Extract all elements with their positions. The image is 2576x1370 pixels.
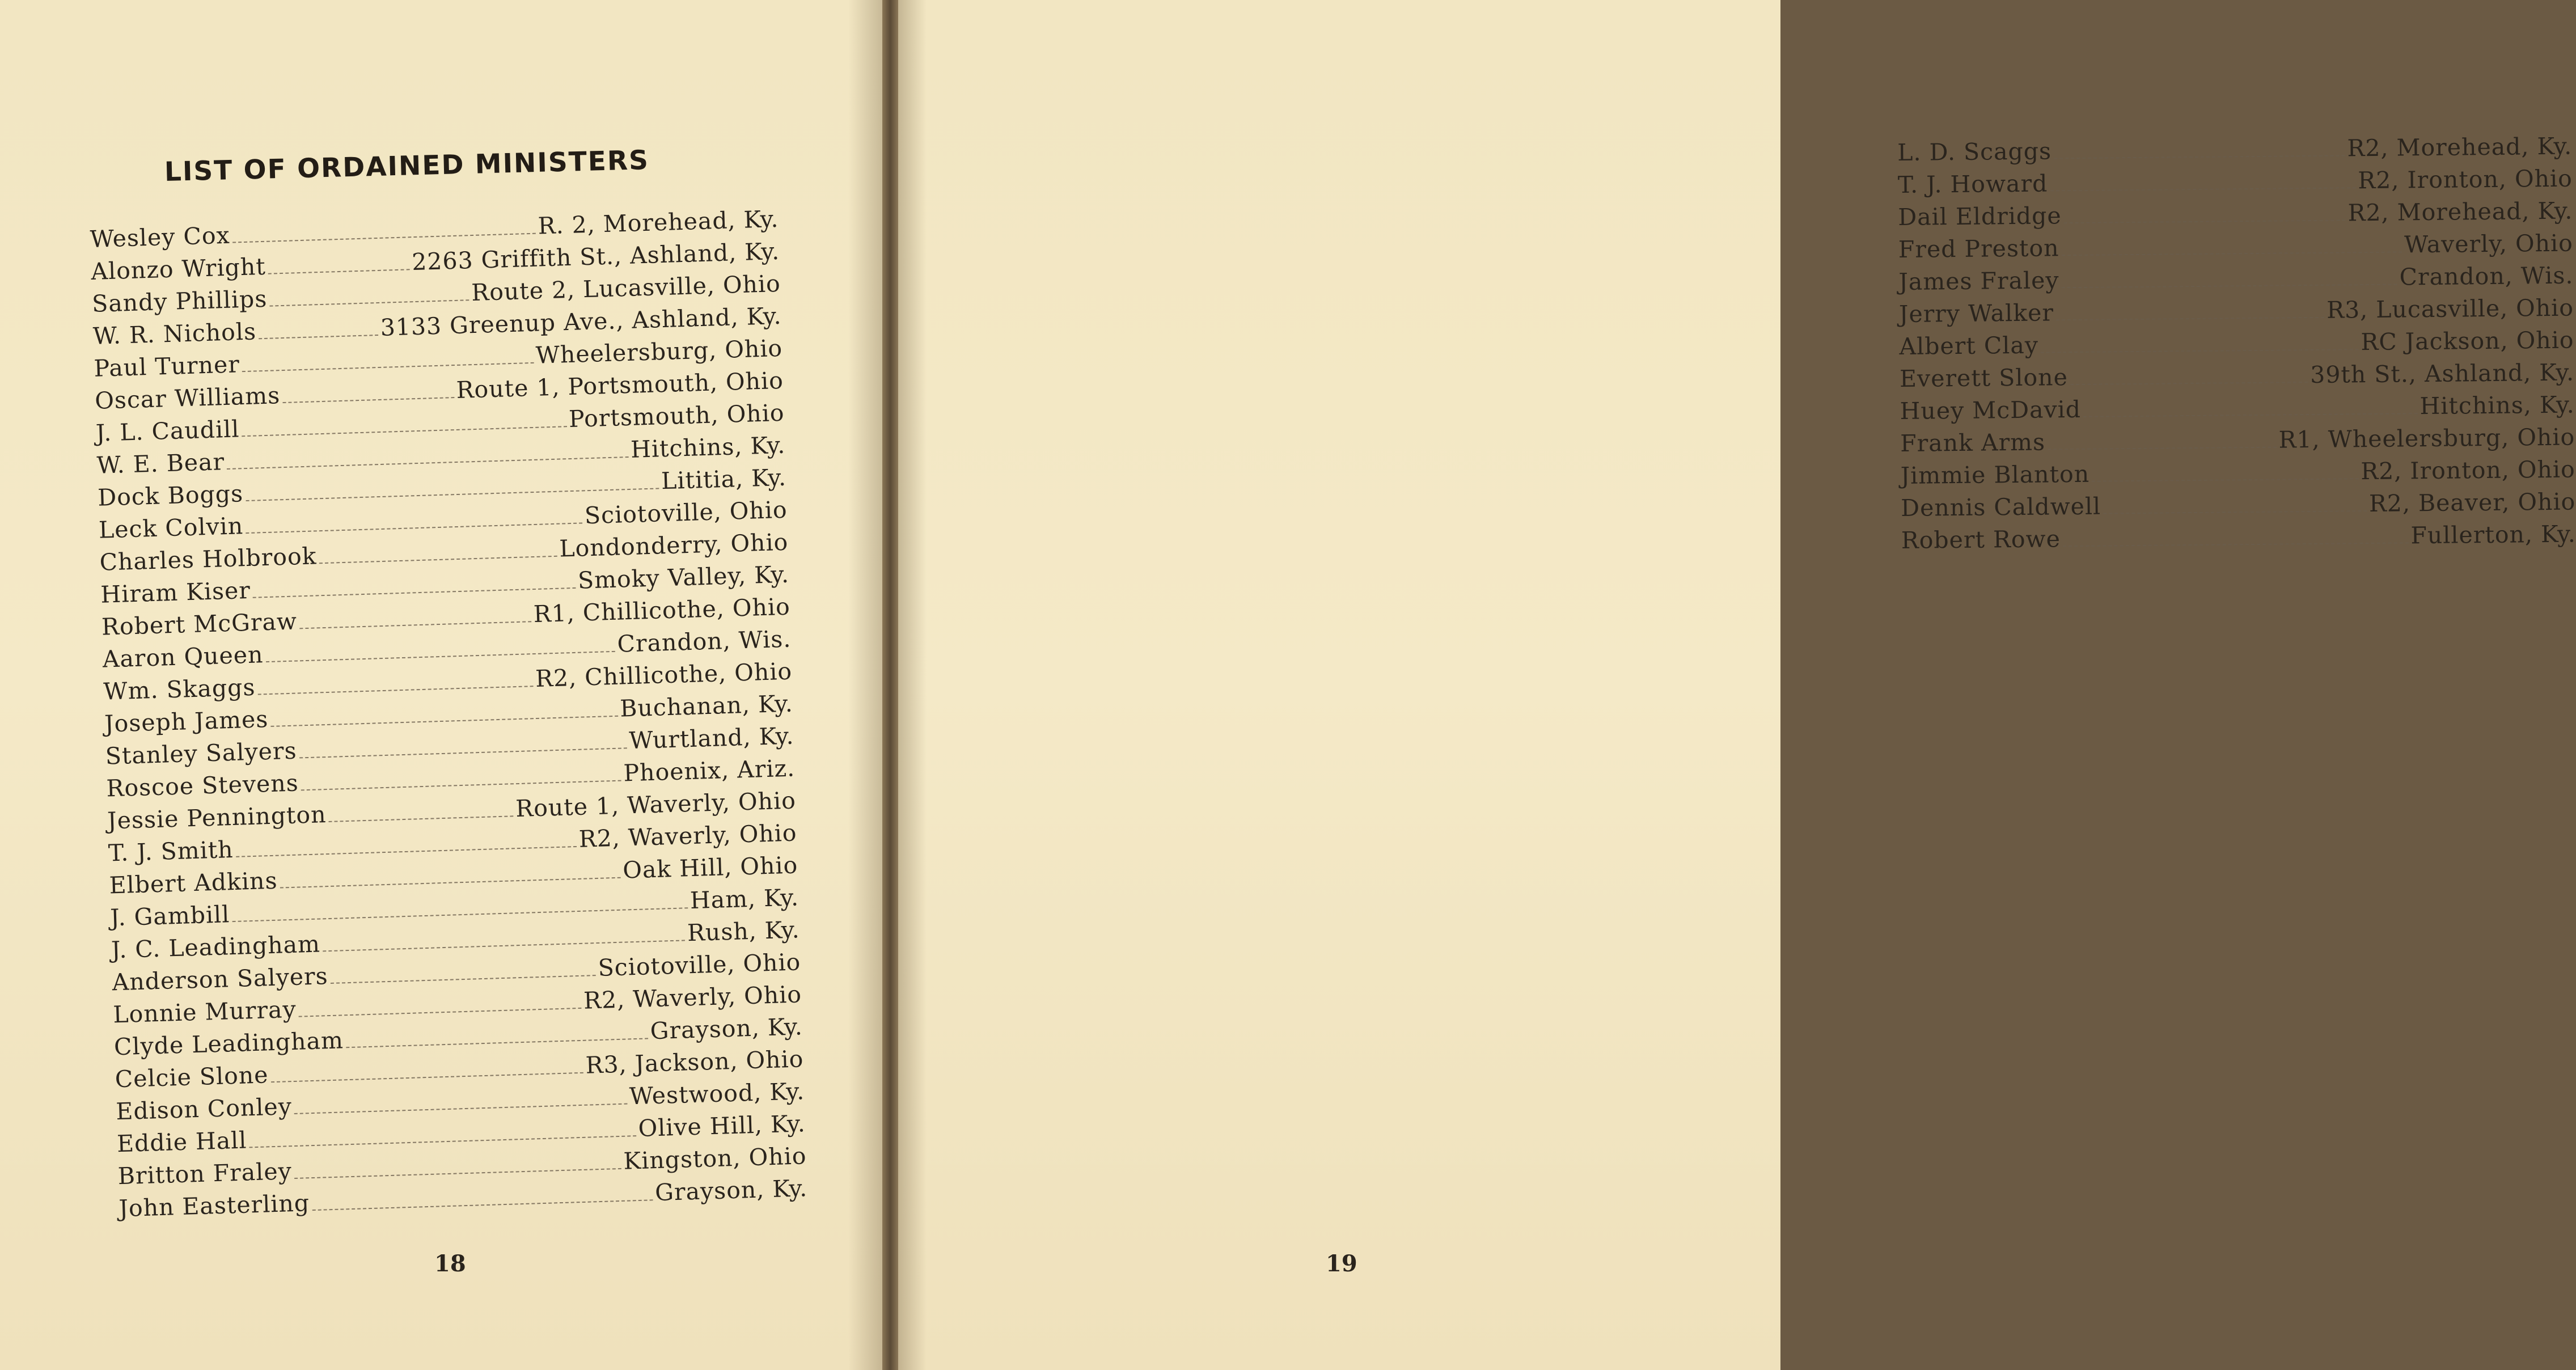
dot-leader <box>299 1007 582 1017</box>
minister-address: R2, Chillicothe, Ohio <box>535 657 793 693</box>
minister-address: Olive Hill, Ky. <box>637 1110 806 1142</box>
minister-address: Crandon, Wis. <box>616 625 792 658</box>
minister-name: Huey McDavid <box>1900 395 2082 425</box>
dot-leader <box>2092 478 2358 482</box>
minister-name: Jessie Pennington <box>107 801 327 835</box>
minister-address: R2, Morehead, Ky. <box>2347 132 2573 162</box>
dot-leader <box>2064 219 2346 223</box>
page-number-right: 19 <box>1326 1250 1357 1277</box>
dot-leader <box>312 1199 653 1211</box>
minister-address: R3, Jackson, Ohio <box>585 1045 804 1079</box>
dot-leader <box>258 686 534 695</box>
minister-name: Elbert Adkins <box>108 866 278 899</box>
minister-address: Portsmouth, Ohio <box>568 399 785 433</box>
minister-name: Robert Rowe <box>1901 525 2061 554</box>
dot-leader <box>242 362 534 371</box>
minister-address: Wurtland, Ky. <box>628 722 795 755</box>
minister-address: Fullerton, Ky. <box>2410 520 2576 549</box>
minister-address: RC Jackson, Ohio <box>2361 326 2574 356</box>
dot-leader <box>299 747 627 758</box>
minister-name: Dail Eldridge <box>1898 202 2062 231</box>
minister-address: Londonderry, Ohio <box>559 528 789 563</box>
dot-leader <box>236 845 577 857</box>
dot-leader <box>331 975 596 984</box>
minister-address: R2, Waverly, Ohio <box>578 819 798 853</box>
minister-name: Celcie Slone <box>115 1061 269 1093</box>
dot-leader <box>294 1103 627 1114</box>
minister-address: R2, Beaver, Ohio <box>2368 488 2576 518</box>
page-title: LIST OF ORDAINED MINISTERS <box>164 145 650 188</box>
minister-address: Crandon, Wis. <box>2399 261 2574 291</box>
dot-leader <box>282 397 454 403</box>
minister-address: R2, Waverly, Ohio <box>583 980 802 1014</box>
minister-name: Oscar Williams <box>94 382 281 415</box>
minister-name: Everett Slone <box>1899 363 2069 392</box>
minister-address: R2, Morehead, Ky. <box>2347 197 2573 227</box>
dot-leader <box>2062 284 2397 288</box>
minister-address: R1, Chillicothe, Ohio <box>533 593 791 628</box>
left-page <box>0 0 882 1370</box>
book-gutter <box>882 0 898 1370</box>
minister-address: R. 2, Morehead, Ky. <box>537 205 780 240</box>
minister-name: Hiram Kiser <box>100 576 251 608</box>
minister-name: J. L. Caudill <box>95 415 240 447</box>
minister-address: Rush, Ky. <box>687 916 801 947</box>
minister-address: Route 1, Waverly, Ohio <box>515 787 797 823</box>
minister-name: Robert McGraw <box>101 607 298 641</box>
dot-leader <box>2050 187 2355 191</box>
dot-leader <box>227 456 628 469</box>
minister-name: Britton Fraley <box>117 1157 293 1190</box>
dot-leader <box>2070 382 2308 385</box>
minister-name: Frank Arms <box>1900 428 2046 457</box>
minister-name: Stanley Salyers <box>105 737 298 770</box>
minister-name: Paul Turner <box>93 350 240 382</box>
dot-leader <box>299 621 531 629</box>
dot-leader <box>249 1135 636 1148</box>
minister-address: Lititia, Ky. <box>661 463 787 495</box>
minister-address: Westwood, Ky. <box>629 1077 805 1110</box>
dot-leader <box>232 232 536 243</box>
minister-address: Wheelersburg, Ohio <box>535 334 783 369</box>
minister-address: Sciotoville, Ohio <box>584 496 788 530</box>
minister-name: Wesley Cox <box>90 221 231 253</box>
minister-name: L. D. Scaggs <box>1897 137 2052 166</box>
minister-address: Grayson, Ky. <box>650 1013 803 1045</box>
dot-leader <box>270 299 469 306</box>
minister-address: R1, Wheelersburg, Ohio <box>2278 423 2575 454</box>
dot-leader <box>2063 542 2409 547</box>
page-number-left: 18 <box>434 1250 466 1277</box>
dot-leader <box>294 1168 621 1178</box>
dot-leader <box>253 587 576 598</box>
minister-address: R3, Lucasville, Ohio <box>2326 294 2574 324</box>
right-page <box>898 0 2576 1370</box>
minister-name: Fred Preston <box>1898 234 2059 263</box>
minister-address: Buchanan, Ky. <box>619 690 794 722</box>
dot-leader <box>280 877 621 888</box>
minister-name: Clyde Leadingham <box>113 1026 344 1061</box>
dot-leader <box>266 650 615 662</box>
minister-name: Jimmie Blanton <box>1900 460 2090 489</box>
dot-leader <box>2103 510 2367 514</box>
minister-address: 39th St., Ashland, Ky. <box>2309 358 2575 389</box>
dot-leader <box>2054 155 2345 159</box>
dot-leader <box>2041 349 2359 353</box>
minister-name: Wm. Skaggs <box>103 673 256 705</box>
minister-entry <box>1901 518 2576 557</box>
minister-address: Hitchins, Ky. <box>2420 391 2575 420</box>
minister-address: Waverly, Ohio <box>2404 229 2574 259</box>
minister-name: W. R. Nichols <box>92 318 257 350</box>
dot-leader <box>2062 251 2402 256</box>
minister-address: R2, Ironton, Ohio <box>2358 164 2573 194</box>
minister-address: R2, Ironton, Ohio <box>2361 455 2575 485</box>
minister-address: Oak Hill, Ohio <box>622 851 798 884</box>
minister-name: Joseph James <box>104 705 269 738</box>
dot-leader <box>323 940 685 952</box>
minister-address: 2263 Griffith St., Ashland, Ky. <box>411 237 780 276</box>
dot-leader <box>271 1072 583 1082</box>
minister-address: Grayson, Ky. <box>654 1174 808 1207</box>
dot-leader <box>2048 446 2277 450</box>
minister-name: Dock Boggs <box>97 480 244 511</box>
dot-leader <box>2056 316 2324 320</box>
minister-name: T. J. Smith <box>108 835 234 867</box>
minister-name: W. E. Bear <box>96 448 225 479</box>
minister-address: Route 1, Portsmouth, Ohio <box>455 366 784 404</box>
minister-name: John Easterling <box>118 1189 310 1223</box>
minister-name: Eddie Hall <box>116 1126 248 1158</box>
minister-address: Sciotoville, Ohio <box>597 948 801 982</box>
minister-name: Aaron Queen <box>102 641 264 673</box>
minister-name: Alonzo Wright <box>90 252 267 285</box>
minister-name: Edison Conley <box>115 1093 293 1126</box>
minister-address: Ham, Ky. <box>690 883 800 915</box>
dot-leader <box>271 715 618 726</box>
dot-leader <box>2083 413 2417 417</box>
minister-name: James Fraley <box>1898 267 2059 295</box>
minister-name: Albert Clay <box>1899 331 2039 360</box>
minister-name: Jerry Walker <box>1898 299 2054 328</box>
minister-name: J. Gambill <box>109 900 230 932</box>
minister-name: Leck Colvin <box>98 512 244 544</box>
minister-address: 3133 Greenup Ave., Ashland, Ky. <box>380 302 782 341</box>
ministers-list-right <box>1897 130 2576 557</box>
dot-leader <box>268 269 410 274</box>
minister-name: Anderson Salyers <box>112 962 329 996</box>
minister-name: Dennis Caldwell <box>1901 492 2101 522</box>
minister-name: Sandy Phillips <box>91 285 268 318</box>
dot-leader <box>246 522 582 534</box>
minister-address: Phoenix, Ariz. <box>623 754 796 787</box>
dot-leader <box>301 780 621 790</box>
dot-leader <box>242 426 567 437</box>
minister-name: Roscoe Stevens <box>105 769 299 802</box>
dot-leader <box>329 815 514 822</box>
minister-name: J. C. Leadingham <box>111 930 321 964</box>
dot-leader <box>346 1038 648 1048</box>
ministers-list-left <box>90 203 808 1225</box>
minister-address: Hitchins, Ky. <box>630 431 786 463</box>
minister-name: T. J. Howard <box>1897 170 2048 198</box>
minister-name: Lonnie Murray <box>112 995 297 1029</box>
minister-address: Route 2, Lucasville, Ohio <box>471 269 781 307</box>
dot-leader <box>259 334 378 339</box>
dot-leader <box>319 555 557 563</box>
minister-address: Smoky Valley, Ky. <box>577 560 790 594</box>
minister-name: Charles Holbrook <box>99 542 318 576</box>
minister-address: Kingston, Ohio <box>623 1142 807 1175</box>
